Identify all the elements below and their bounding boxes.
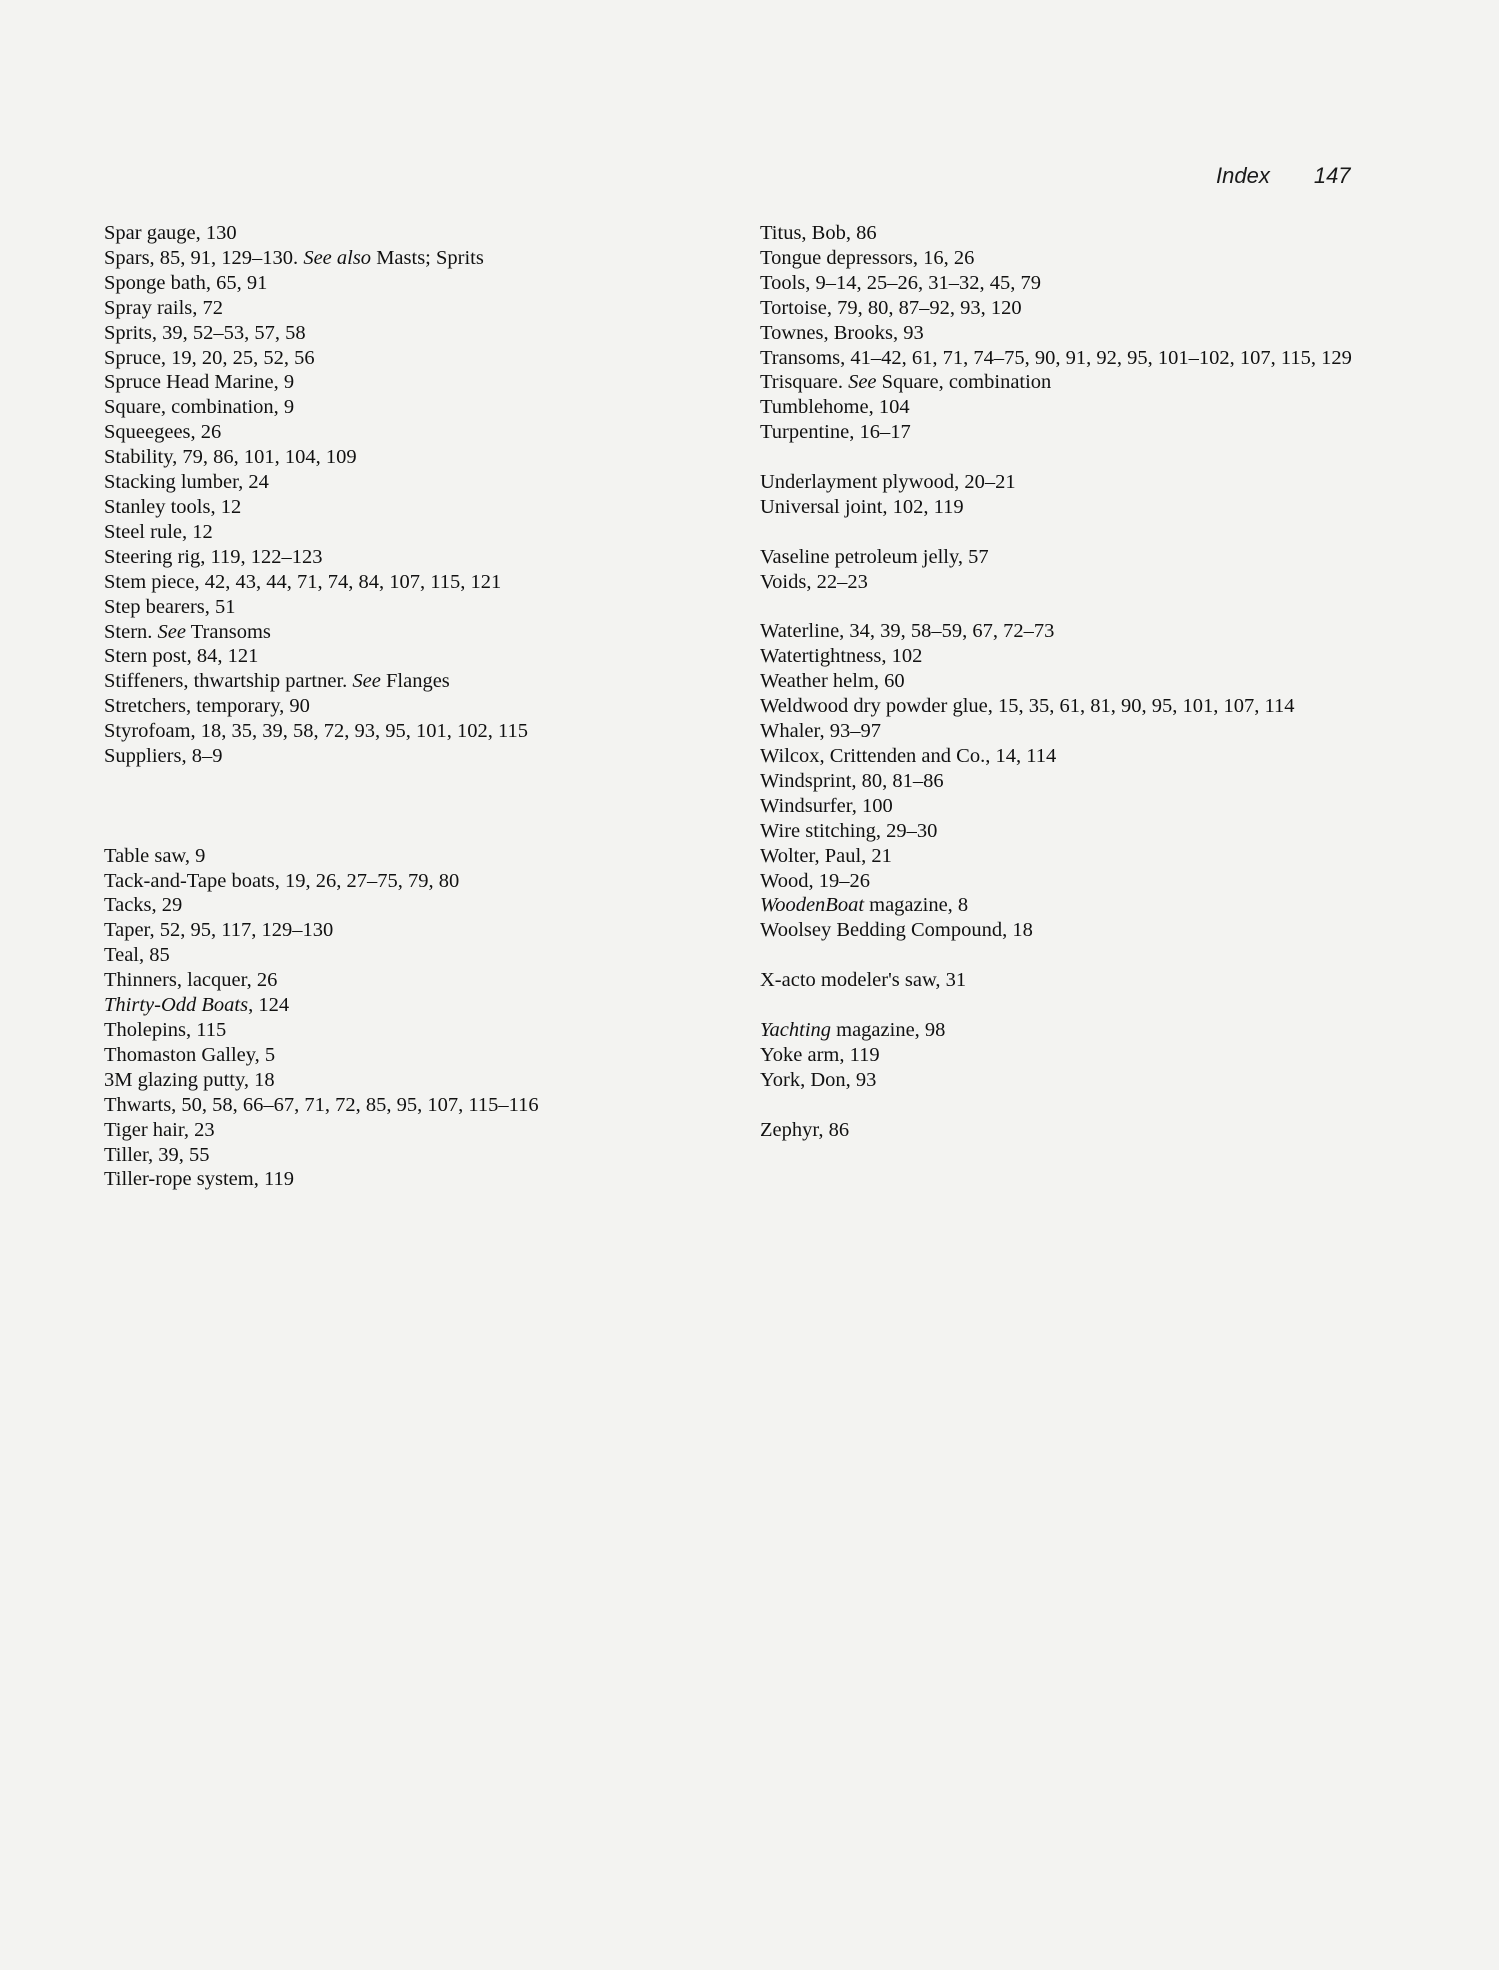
index-entry [760,296,1380,321]
index-entry [760,769,1380,794]
entry-text: Stability, 79, 86, 101, 104, 109 [104,446,357,469]
entry-title-italic: WoodenBoat [760,894,865,917]
entry-text: Zephyr, 86 [760,1118,850,1141]
index-entry [760,395,1380,420]
index-entry [104,395,744,420]
entry-text: Wolter, Paul, 21 [760,844,892,867]
index-entry [104,893,744,918]
entry-text: Sponge bath, 65, 91 [104,271,268,294]
entry-text: Titus, Bob, 86 [760,222,877,244]
letter-group-gap [104,769,744,844]
entry-text: Whaler, 93–97 [760,720,881,743]
index-entry [760,744,1380,769]
index-entry [760,495,1380,520]
entry-text: Styrofoam, 18, 35, 39, 58, 72, 93, 95, 101, 102, 115 [104,720,529,743]
entry-text: Weather helm, 60 [760,670,905,693]
entry-text: York, Don, 93 [760,1068,877,1091]
index-entry [104,620,744,645]
entry-text: Trisquare. [760,371,849,394]
entry-text: Weldwood dry powder glue, 15, 35, 61, 81, 90, 95, 101, 107, 114 [760,695,1295,718]
entry-text: Stern. [104,620,158,643]
entry-text: , 124 [248,994,290,1017]
index-entry [760,694,1380,719]
entry-text: Tholepins, 115 [104,1018,227,1041]
entry-text: Steel rule, 12 [104,520,213,543]
letter-group-gap [760,943,1380,968]
index-entry [104,694,744,719]
entry-text: Squeegees, 26 [104,421,222,444]
entry-text: Taper, 52, 95, 117, 129–130 [104,919,334,942]
entry-text: Tacks, 29 [104,894,183,917]
entry-text: Spray rails, 72 [104,296,223,319]
entry-text: Sprits, 39, 52–53, 57, 58 [104,321,306,344]
index-entry [760,893,1380,918]
index-entry [760,844,1380,869]
index-entry [760,1043,1380,1068]
index-entry [104,1118,744,1143]
entry-text: Tiger hair, 23 [104,1118,215,1141]
entry-text: Stem piece, 42, 43, 44, 71, 74, 84, 107, 115, 121 [104,570,502,593]
page-number: 147 [1313,163,1351,188]
index-entry [104,246,744,271]
index-entry [104,669,744,694]
index-entry [760,918,1380,943]
entry-text: Universal joint, 102, 119 [760,495,964,518]
index-entry [104,445,744,470]
index-entry [104,943,744,968]
index-entry [760,271,1380,296]
index-entry [104,420,744,445]
letter-group-gap [760,993,1380,1018]
entry-text: Tumblehome, 104 [760,396,910,419]
entry-text: Windsurfer, 100 [760,794,893,817]
index-entry [760,1068,1380,1093]
see-reference: See [352,670,381,693]
entry-text: Spars, 85, 91, 129–130. [104,246,304,269]
entry-text: Tack-and-Tape boats, 19, 26, 27–75, 79, 80 [104,869,460,892]
index-entry [104,545,744,570]
entry-text: Voids, 22–23 [760,570,868,593]
entry-text: Spruce, 19, 20, 25, 52, 56 [104,346,315,369]
index-column-left [104,221,744,1192]
index-entry [760,669,1380,694]
entry-text: Underlayment plywood, 20–21 [760,471,1016,494]
entry-text: Turpentine, 16–17 [760,421,911,444]
index-entry [104,719,744,744]
entry-text: Square, combination, 9 [104,396,295,419]
entry-text: magazine, 98 [831,1018,946,1041]
index-entry [104,1143,744,1168]
letter-group-gap [760,595,1380,620]
entry-text: Tools, 9–14, 25–26, 31–32, 45, 79 [760,271,1042,294]
index-entry [104,968,744,993]
entry-text: Tiller-rope system, 119 [104,1168,294,1191]
page-header [1216,163,1376,189]
index-entry [104,221,744,246]
index-entry [760,470,1380,495]
entry-text: Townes, Brooks, 93 [760,321,924,344]
index-entry [760,719,1380,744]
entry-text: Thwarts, 50, 58, 66–67, 71, 72, 85, 95, 107, 115–116 [104,1093,539,1116]
entry-text: 3M glazing putty, 18 [104,1068,275,1091]
index-entry [104,744,744,769]
entry-text: Thinners, lacquer, 26 [104,969,278,992]
index-entry [760,869,1380,894]
entry-text: Table saw, 9 [104,844,206,867]
index-entry [104,370,744,395]
index-entry [104,296,744,321]
index-entry [760,1018,1380,1043]
entry-text: Stiffeners, thwartship partner. [104,670,353,693]
index-entry [760,968,1380,993]
index-entry [104,1018,744,1043]
index-entry [104,1043,744,1068]
index-entry [104,844,744,869]
entry-text: Windsprint, 80, 81–86 [760,769,944,792]
index-entry [104,495,744,520]
see-reference: See also [303,246,372,269]
entry-text: Steering rig, 119, 122–123 [104,545,323,568]
index-entry [104,1093,744,1118]
entry-text: Wood, 19–26 [760,869,870,892]
index-entry [760,545,1380,570]
index-entry [104,595,744,620]
index-entry [104,321,744,346]
see-target: Flanges [380,670,450,693]
index-entry [760,370,1380,395]
section-title: Index [1216,163,1270,188]
entry-text: Stacking lumber, 24 [104,471,269,494]
index-entry [760,420,1380,445]
index-entry [104,520,744,545]
index-entry [760,644,1380,669]
entry-text: Vaseline petroleum jelly, 57 [760,545,989,568]
index-entry [104,644,744,669]
index-entry [104,993,744,1018]
entry-text: magazine, 8 [864,894,969,917]
entry-text: Transoms, 41–42, 61, 71, 74–75, 90, 91, 92, 95, 101–102, 107, 115, 129 [760,346,1352,369]
entry-text: Tiller, 39, 55 [104,1143,210,1166]
entry-text: Spruce Head Marine, 9 [104,371,295,394]
letter-group-gap [760,1093,1380,1118]
index-entry [760,321,1380,346]
index-entry [104,1167,744,1192]
entry-text: Suppliers, 8–9 [104,745,223,768]
see-target: Square, combination [876,371,1052,394]
see-target: Transoms [185,620,271,643]
see-target: Masts; Sprits [371,246,484,269]
entry-text: Tortoise, 79, 80, 87–92, 93, 120 [760,296,1022,319]
entry-text: Wilcox, Crittenden and Co., 14, 114 [760,744,1057,767]
index-entry [760,819,1380,844]
see-reference: See [848,371,877,394]
entry-text: Woolsey Bedding Compound, 18 [760,919,1033,942]
entry-text: Watertightness, 102 [760,645,923,668]
entry-text: Stern post, 84, 121 [104,645,259,668]
entry-text: Yoke arm, 119 [760,1043,880,1066]
letter-group-gap [760,520,1380,545]
index-entry [760,346,1380,371]
entry-title-italic: Thirty-Odd Boats [104,994,249,1017]
entry-text: Wire stitching, 29–30 [760,819,938,842]
index-entry [104,570,744,595]
entry-text: X-acto modeler's saw, 31 [760,969,967,992]
index-column-right [760,221,1380,1142]
entry-title-italic: Yachting [760,1018,832,1041]
entry-text: Spar gauge, 130 [104,222,237,244]
index-entry [760,246,1380,271]
index-entry [760,794,1380,819]
index-entry [104,346,744,371]
entry-text: Waterline, 34, 39, 58–59, 67, 72–73 [760,620,1055,643]
entry-text: Stanley tools, 12 [104,495,242,518]
entry-text: Step bearers, 51 [104,595,236,618]
index-entry [104,271,744,296]
index-entry [760,1118,1380,1143]
see-reference: See [157,620,186,643]
index-entry [760,570,1380,595]
index-entry [760,619,1380,644]
entry-text: Thomaston Galley, 5 [104,1043,276,1066]
index-entry [104,869,744,894]
index-entry [760,221,1380,246]
index-entry [104,918,744,943]
entry-text: Stretchers, temporary, 90 [104,695,310,718]
entry-text: Teal, 85 [104,944,170,967]
index-entry [104,470,744,495]
entry-text: Tongue depressors, 16, 26 [760,246,975,269]
index-entry [104,1068,744,1093]
letter-group-gap [760,445,1380,470]
